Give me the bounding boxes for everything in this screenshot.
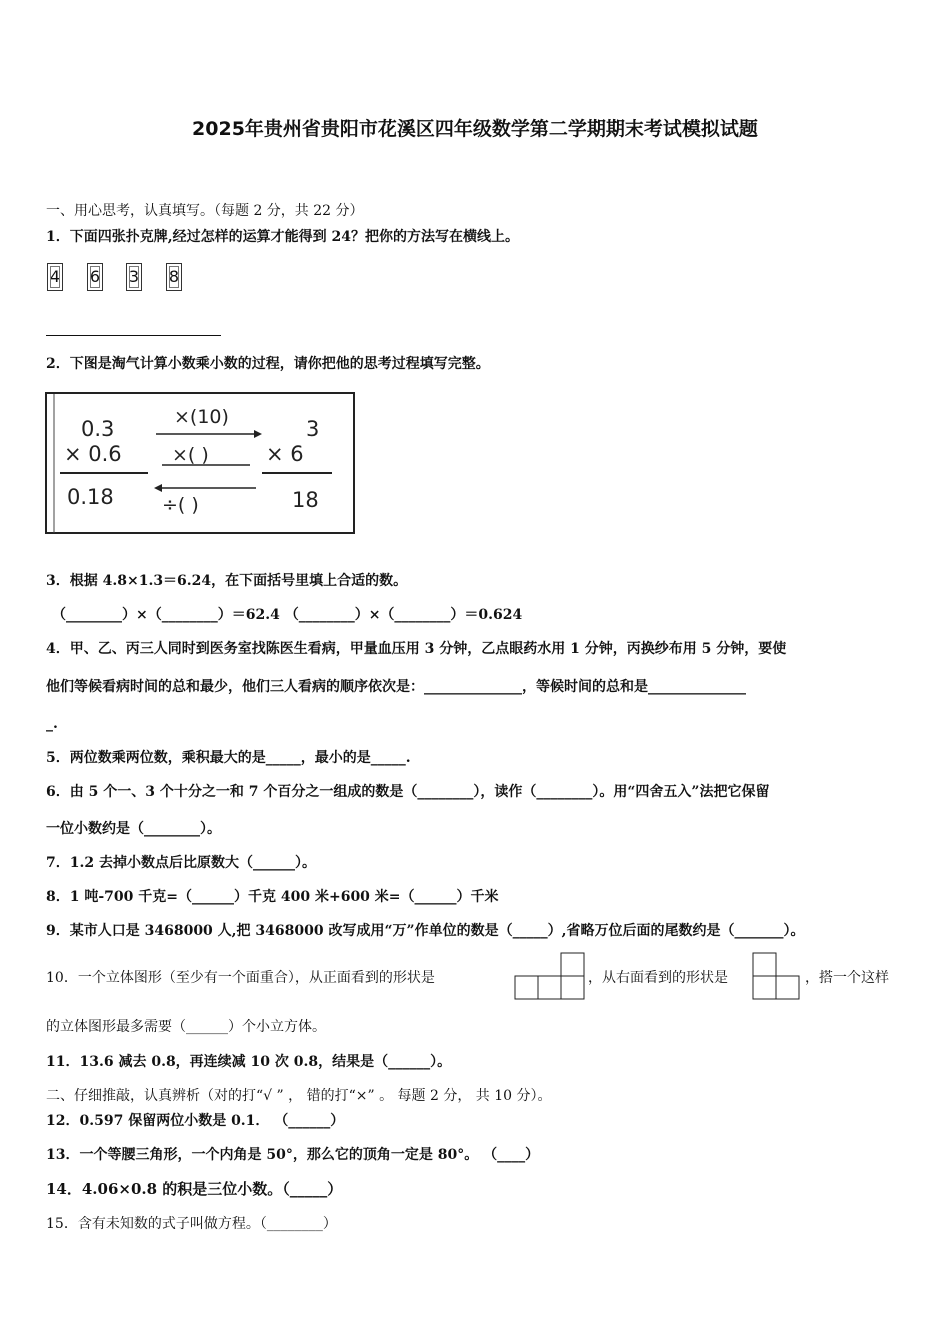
question-4-line2: 他们等候看病时间的总和最少，他们三人看病的顺序依次是：______________，等候时间的总和是______________ — [46, 679, 746, 695]
right-product: 18 — [292, 488, 319, 512]
front-view-shape — [514, 952, 586, 1000]
question-4-line3: _. — [46, 716, 58, 732]
question-4-line1: 4．甲、乙、丙三人同时到医务室找陈医生看病，甲量血压用 3 分钟，乙点眼药水用 1 分钟，丙换纱布用 5 分钟，要使 — [46, 641, 787, 657]
question-10-part3: ，搭一个这样 — [805, 970, 889, 986]
playing-card: 4 — [47, 263, 63, 291]
decimal-multiplication-figure — [44, 391, 358, 537]
playing-card: 8 — [166, 263, 182, 291]
arrow-top-label: ×(10) — [174, 406, 229, 428]
question-10-part2: ，从右面看到的形状是 — [588, 970, 728, 986]
page-title: 2025年贵州省贵阳市花溪区四年级数学第二学期期末考试模拟试题 — [192, 118, 758, 140]
question-8: 8．1 吨-700 千克=（______）千克 400 米+600 米=（______）千米 — [46, 889, 499, 905]
playing-card: 6 — [87, 263, 103, 291]
left-multiplier: × 0.6 — [64, 442, 122, 466]
arrow-bottom-label: ÷( ) — [162, 494, 199, 516]
arrow-mid-label: ×( ) — [172, 444, 209, 466]
question-1: 1．下面四张扑克牌,经过怎样的运算才能得到 24？把你的方法写在横线上。 — [46, 229, 519, 245]
question-10-part1: 10．一个立体图形（至少有一个面重合），从正面看到的形状是 — [46, 970, 435, 986]
question-10-line2: 的立体图形最多需要（______）个小立方体。 — [46, 1019, 326, 1035]
question-3: 3．根据 4.8×1.3＝6.24，在下面括号里填上合适的数。 — [46, 573, 408, 589]
right-multiplier: × 6 — [266, 442, 304, 466]
question-14: 14．4.06×0.8 的积是三位小数。（_____） — [46, 1180, 343, 1198]
question-5: 5．两位数乘两位数，乘积最大的是_____，最小的是_____. — [46, 750, 411, 766]
left-multiplicand: 0.3 — [81, 417, 115, 441]
question-11: 11．13.6 减去 0.8，再连续减 10 次 0.8，结果是（______）。 — [46, 1054, 452, 1070]
section1-heading: 一、用心思考，认真填写。（每题 2 分，共 22 分） — [46, 203, 364, 219]
question-3-blanks: （________）×（________）＝62.4 （________）×（________）＝0.624 — [52, 607, 523, 623]
question-7: 7．1.2 去掉小数点后比原数大（______）。 — [46, 855, 316, 871]
playing-card: 3 — [126, 263, 142, 291]
question-6-line2: 一位小数约是（________）。 — [46, 821, 221, 837]
section2-heading: 二、仔细推敲，认真辨析（对的打“√ ” ， 错的打“×” 。 每题 2 分， 共 10 分）。 — [46, 1088, 552, 1104]
question-2: 2．下图是淘气计算小数乘小数的过程，请你把他的思考过程填写完整。 — [46, 356, 490, 372]
answer-line — [46, 335, 221, 336]
right-view-shape — [752, 952, 802, 1000]
question-9: 9．某市人口是 3468000 人,把 3468000 改写成用“万”作单位的数是（_____）,省略万位后面的尾数约是（_______）。 — [46, 923, 805, 939]
question-6-line1: 6．由 5 个一、3 个十分之一和 7 个百分之一组成的数是（________），读作（________）。用“四舍五入”法把它保留 — [46, 784, 770, 800]
question-12: 12．0.597 保留两位小数是 0.1． （______） — [46, 1113, 345, 1129]
question-13: 13．一个等腰三角形，一个内角是 50°，那么它的顶角一定是 80°。 （____） — [46, 1147, 540, 1163]
question-15: 15．含有未知数的式子叫做方程。（________） — [46, 1216, 337, 1232]
right-multiplicand: 3 — [306, 417, 320, 441]
left-product: 0.18 — [67, 485, 114, 509]
